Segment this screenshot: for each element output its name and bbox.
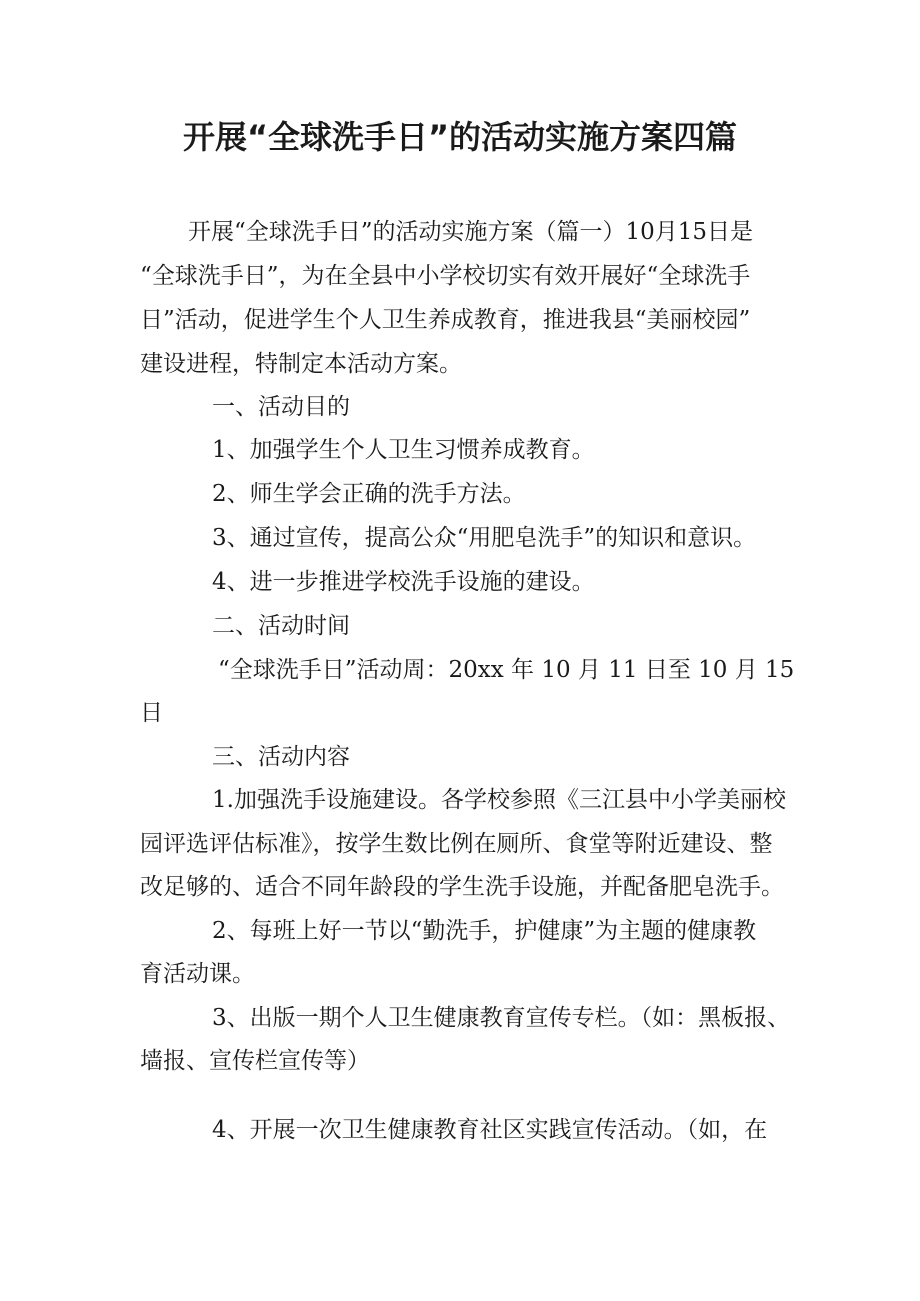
paragraph-line: 建设进程，特制定本活动方案。 xyxy=(140,351,462,377)
paragraph-line: 3、出版一期个人卫生健康教育宣传专栏。（如：黑板报、 xyxy=(212,1005,791,1031)
list-item: 2、师生学会正确的洗手方法。 xyxy=(212,481,526,507)
section-heading: 二、活动时间 xyxy=(212,613,350,639)
section-heading: 一、活动目的 xyxy=(212,394,350,420)
paragraph-line: “全球洗手日”，为在全县中小学校切实有效开展好“全球洗手 xyxy=(140,263,751,289)
paragraph-line: “全球洗手日”活动周：20xx 年 10 月 11 日至 10 月 15 xyxy=(218,657,795,683)
paragraph-line: 4、开展一次卫生健康教育社区实践宣传活动。（如，在 xyxy=(212,1117,768,1143)
list-item: 3、通过宣传，提高公众“用肥皂洗手”的知识和意识。 xyxy=(212,525,757,551)
paragraph-line: 园评选评估标准》，按学生数比例在厕所、食堂等附近建设、整 xyxy=(140,831,773,857)
paragraph-line: 育活动课。 xyxy=(140,961,255,987)
paragraph-line: 开展“全球洗手日”的活动实施方案（篇一）10月15日是 xyxy=(188,219,754,245)
paragraph-line: 2、每班上好一节以“勤洗手，护健康”为主题的健康教 xyxy=(212,918,757,944)
document-title: 开展“全球洗手日”的活动实施方案四篇 xyxy=(182,118,738,156)
paragraph-line: 日 xyxy=(140,700,163,726)
paragraph-line: 改足够的、适合不同年龄段的学生洗手设施，并配备肥皂洗手。 xyxy=(140,874,784,900)
paragraph-line: 墙报、宣传栏宣传等） xyxy=(140,1048,370,1074)
list-item: 1、加强学生个人卫生习惯养成教育。 xyxy=(212,437,595,463)
list-item: 4、进一步推进学校洗手设施的建设。 xyxy=(212,569,595,595)
section-heading: 三、活动内容 xyxy=(212,744,350,770)
paragraph-line: 日”活动，促进学生个人卫生养成教育，推进我县“美丽校园” xyxy=(140,307,751,333)
paragraph-line: 1.加强洗手设施建设。各学校参照《三江县中小学美丽校 xyxy=(212,787,786,813)
